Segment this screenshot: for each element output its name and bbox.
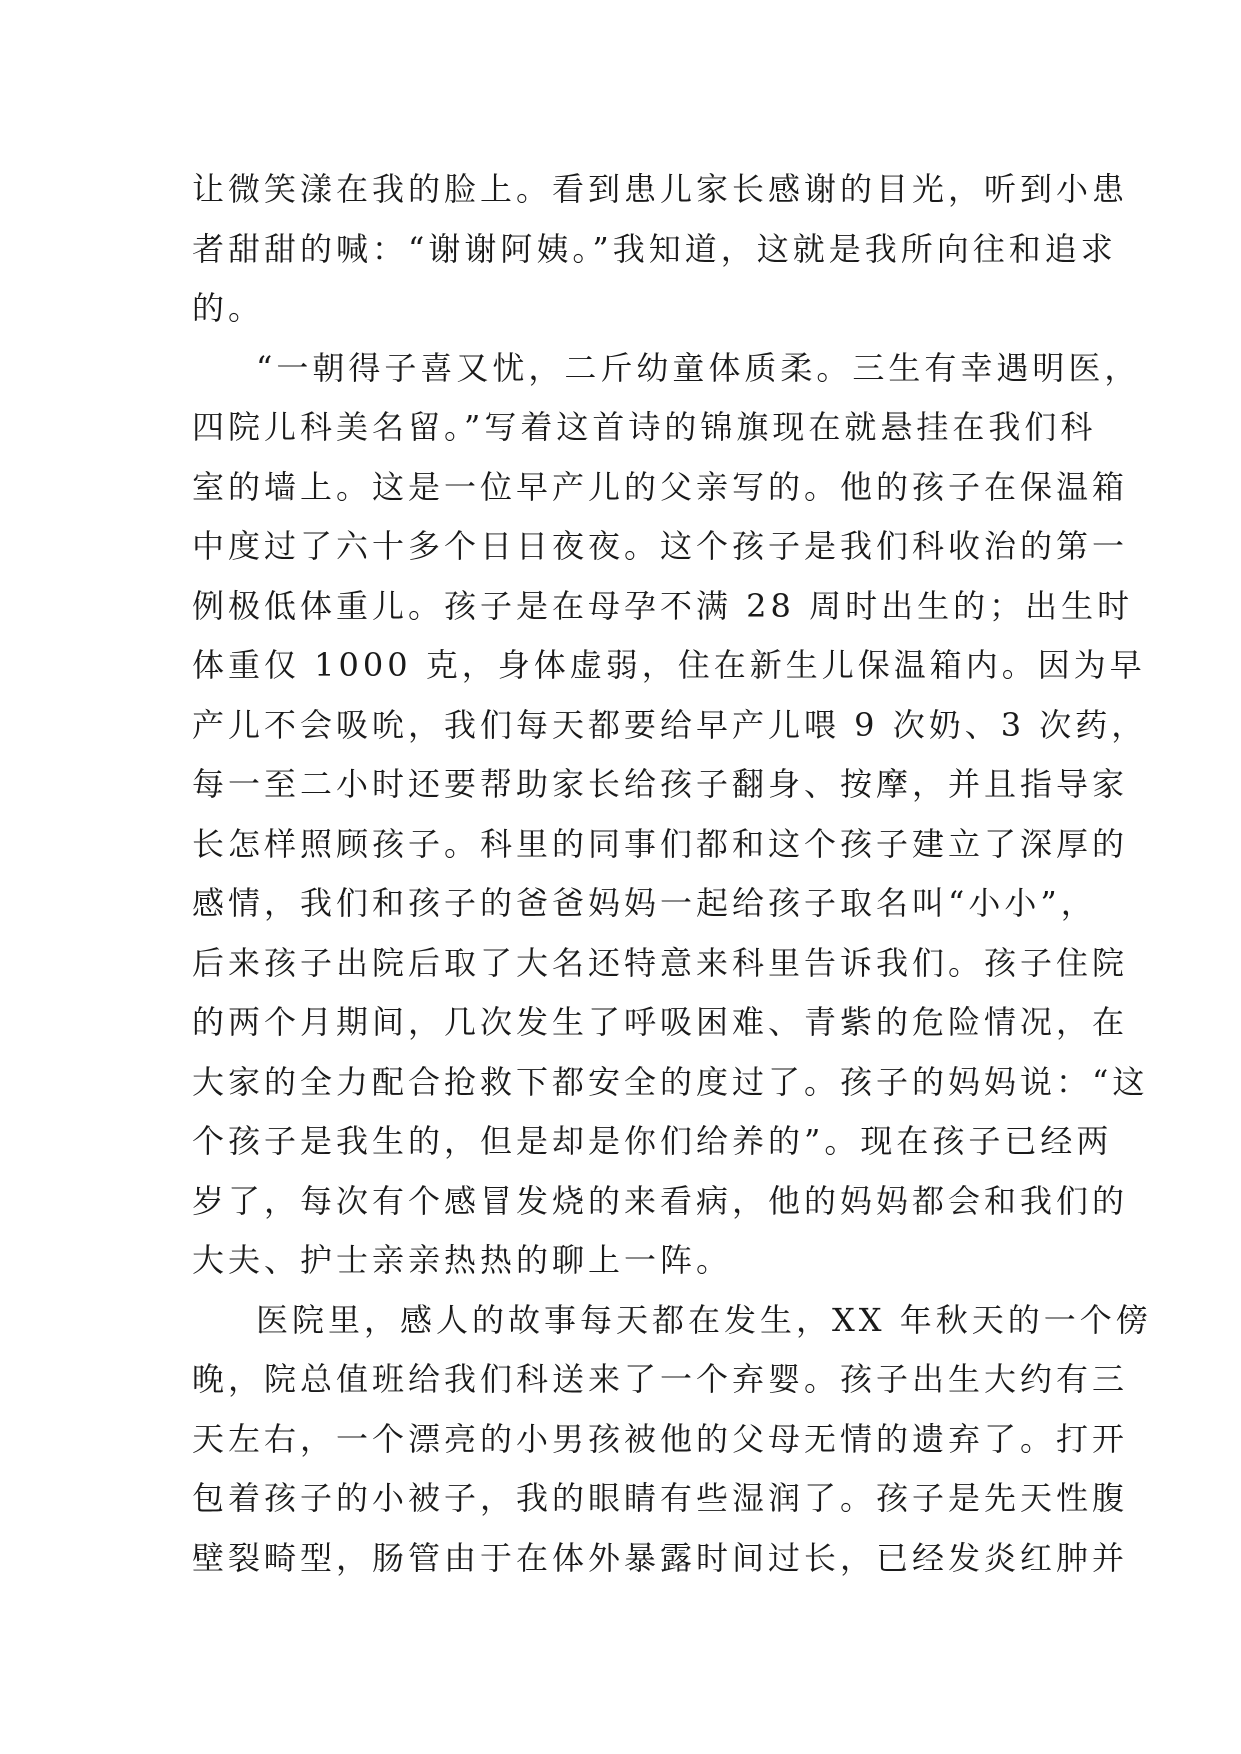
text-line: 例极低体重儿。孩子是在母孕不满 28 周时出生的；出生时 (192, 586, 1134, 625)
text-line: 每一至二小时还要帮助家长给孩子翻身、按摩，并且指导家 (192, 765, 1129, 803)
body-text (192, 160, 1152, 1588)
text-line: 医院里，感人的故事每天都在发生，XX 年秋天的一个傍 (256, 1300, 1152, 1339)
text-line: 者甜甜的喊：“谢谢阿姨。”我知道，这就是我所向往和追求 (192, 229, 1117, 268)
text-line: 体重仅 1000 克，身体虚弱，住在新生儿保温箱内。因为早 (192, 646, 1146, 684)
text-line: “一朝得子喜又忧，二斤幼童体质柔。三生有幸遇明医， (256, 348, 1141, 387)
text-line: 岁了，每次有个感冒发烧的来看病，他的妈妈都会和我们的 (192, 1181, 1129, 1220)
text-line: 大家的全力配合抢救下都安全的度过了。孩子的妈妈说：“这 (192, 1062, 1149, 1101)
text-line: 天左右，一个漂亮的小男孩被他的父母无情的遗弃了。打开 (192, 1419, 1129, 1458)
text-line: 壁裂畸型，肠管由于在体外暴露时间过长，已经发炎红肿并 (192, 1538, 1129, 1577)
text-line: 包着孩子的小被子，我的眼睛有些湿润了。孩子是先天性腹 (192, 1479, 1129, 1517)
text-line: 长怎样照顾孩子。科里的同事们都和这个孩子建立了深厚的 (192, 824, 1129, 863)
paragraph-2 (192, 339, 1149, 1291)
text-line: 的。 (192, 289, 265, 327)
text-line: 四院儿科美名留。”写着这首诗的锦旗现在就悬挂在我们科 (192, 408, 1097, 446)
paragraph-1 (192, 160, 1129, 339)
text-line: 个孩子是我生的，但是却是你们给养的”。现在孩子已经两 (192, 1122, 1113, 1160)
text-line: 感情，我们和孩子的爸爸妈妈一起给孩子取名叫“小小”， (192, 884, 1097, 922)
text-line: 晚，院总值班给我们科送来了一个弃婴。孩子出生大约有三 (192, 1360, 1129, 1398)
paragraph-3 (192, 1291, 1152, 1589)
text-line: 产儿不会吸吮，我们每天都要给早产儿喂 9 次奶、3 次药， (192, 705, 1148, 744)
text-line: 室的墙上。这是一位早产儿的父亲写的。他的孩子在保温箱 (192, 467, 1129, 506)
text-line: 的两个月期间，几次发生了呼吸困难、青紫的危险情况，在 (192, 1003, 1129, 1041)
text-line: 后来孩子出院后取了大名还特意来科里告诉我们。孩子住院 (192, 943, 1129, 982)
text-line: 大夫、护士亲亲热热的聊上一阵。 (192, 1241, 733, 1279)
text-line: 让微笑漾在我的脸上。看到患儿家长感谢的目光，听到小患 (192, 170, 1129, 208)
text-line: 中度过了六十多个日日夜夜。这个孩子是我们科收治的第一 (192, 527, 1129, 565)
